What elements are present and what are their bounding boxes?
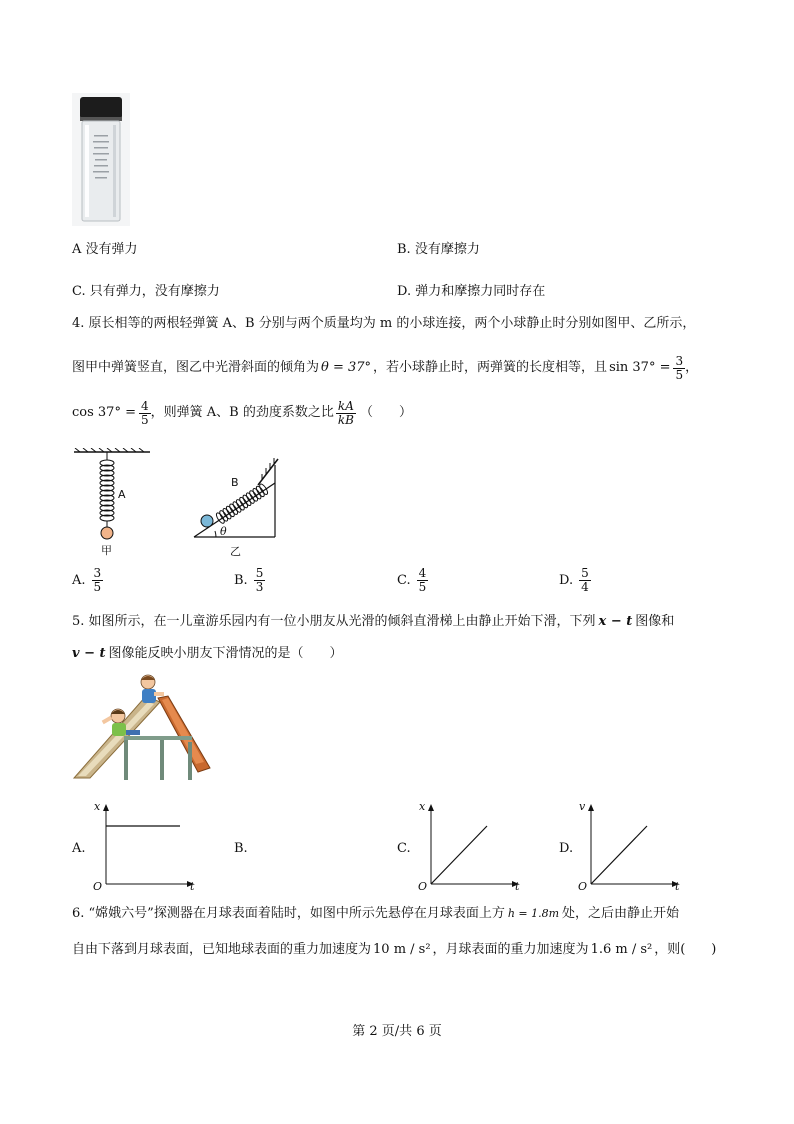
spring-b-label: B: [231, 476, 239, 489]
bottle-image: [72, 93, 130, 226]
spring-figure-jia: [72, 448, 152, 560]
q4-k-fraction: [336, 400, 356, 427]
q4-option-c: [397, 567, 428, 594]
graph-a: [90, 800, 200, 892]
q4-sin-numerator: 3: [675, 353, 684, 368]
q6-line1-text-a: 6. “嫦娥六号”探测器在月球表面着陆时，如图中所示先悬停在月球表面上方: [72, 906, 505, 921]
q4-option-b: [234, 567, 265, 594]
q6-line2-text-b: ，月球表面的重力加速度为: [432, 942, 589, 957]
q3-option-a: A 没有弹力: [72, 242, 138, 257]
q4-cos-fraction: [139, 400, 151, 427]
q4-option-c-letter: C.: [397, 572, 411, 588]
q5-line1-text-a: 5. 如图所示，在一儿童游乐园内有一位小朋友从光滑的倾斜直滑梯上由静止开始下滑，下列: [72, 614, 596, 629]
q6-height: h = 1.8m: [507, 907, 560, 920]
graph-d-x-label: t: [675, 880, 680, 893]
q4-k-denominator: kB: [337, 412, 354, 427]
q4-option-d: [559, 567, 591, 594]
q4-sin-fraction: [673, 355, 685, 382]
graph-a-origin: O: [93, 880, 103, 893]
q4-comma: ，: [685, 360, 699, 375]
q3-option-c: C. 只有弹力，没有摩擦力: [72, 284, 220, 299]
q4-option-c-fraction: [417, 567, 429, 594]
q6-line2-text-c: ，则( ): [654, 942, 717, 957]
q4-line3-text: ，则弹簧 A、B 的劲度系数之比: [150, 405, 334, 420]
q4-option-d-den: 4: [581, 580, 589, 594]
graph-c-origin: O: [418, 880, 428, 893]
spring-figure-yi: [190, 455, 290, 560]
q5-vt: v − t: [72, 646, 106, 661]
q6-g-earth: 10 m / s²: [373, 942, 431, 957]
q4-answer-paren: （ ）: [359, 405, 412, 420]
q4-option-a-den: 5: [93, 580, 102, 594]
q5-line1-text-b: 图像和: [635, 614, 675, 629]
graph-a-y-label: x: [94, 800, 101, 813]
slide-image: [72, 672, 212, 784]
figure-jia-caption: 甲: [101, 544, 112, 557]
q3-option-b: B. 没有摩擦力: [397, 242, 480, 257]
q5-option-b: B.: [234, 841, 248, 856]
q4-line1: 4. 原长相等的两根轻弹簧 A、B 分别与两个质量均为 m 的小球连接，两个小球静止时分别如图甲、乙所示，: [72, 316, 696, 331]
q5-option-c: C.: [397, 841, 411, 856]
q4-theta-equation: θ = 37°: [321, 360, 372, 375]
page-footer: 第 2 页/共 6 页: [352, 1024, 442, 1039]
q5-line2-text: 图像能反映小朋友下滑情况的是（ ）: [108, 646, 343, 661]
q3-option-d: D. 弹力和摩擦力同时存在: [397, 284, 546, 299]
graph-a-x-label: t: [190, 880, 195, 893]
q4-line2-text-b: ，若小球静止时，两弹簧的长度相等，且: [373, 360, 608, 375]
graph-d-y-label: v: [579, 800, 586, 813]
figure-yi-caption: 乙: [230, 545, 241, 558]
q4-sin-denominator: 5: [675, 367, 684, 382]
q4-option-a-num: 3: [93, 566, 102, 580]
graph-c-x-label: t: [515, 880, 520, 893]
q4-option-b-letter: B.: [234, 572, 248, 588]
graph-d-origin: O: [578, 880, 588, 893]
q4-option-b-num: 5: [255, 566, 264, 580]
q6-line2-text-a: 自由下落到月球表面，已知地球表面的重力加速度为: [72, 942, 372, 957]
q6-line1-text-b: 处，之后由静止开始: [562, 906, 680, 921]
q4-cos-numerator: 4: [140, 398, 149, 413]
q4-option-c-num: 4: [418, 566, 427, 580]
q4-option-d-fraction: [579, 567, 591, 594]
q5-xt: x − t: [598, 614, 633, 629]
q4-option-a-fraction: [92, 567, 104, 594]
q4-sin-label: sin 37° =: [609, 360, 671, 375]
q6-line1: [72, 906, 679, 922]
q6-g-moon: 1.6 m / s²: [590, 942, 653, 957]
q5-line2: [72, 646, 343, 662]
q4-k-numerator: kA: [336, 400, 356, 414]
q6-line2: [72, 942, 716, 958]
q4-option-b-fraction: [254, 567, 266, 594]
q5-option-a: A.: [72, 841, 86, 856]
q4-option-b-den: 3: [255, 580, 264, 594]
q4-option-a-letter: A.: [72, 572, 86, 588]
q4-line2-text-a: 图甲中弹簧竖直，图乙中光滑斜面的倾角为: [72, 360, 320, 375]
q4-option-d-letter: D.: [559, 572, 574, 588]
graph-c-y-label: x: [419, 800, 426, 813]
q4-line2: [72, 348, 698, 388]
q4-option-d-num: 5: [581, 566, 589, 580]
q4-cos-label: cos 37° =: [72, 405, 136, 420]
q4-cos-denominator: 5: [140, 412, 149, 427]
q4-line3: [72, 393, 412, 433]
q4-option-a: [72, 567, 103, 594]
q5-option-d: D.: [559, 841, 574, 856]
graph-c: [415, 800, 525, 892]
theta-label: θ: [220, 525, 227, 538]
spring-a-label: A: [118, 488, 126, 501]
q4-option-c-den: 5: [418, 580, 427, 594]
graph-d: [575, 800, 685, 892]
q5-line1: [72, 614, 674, 630]
